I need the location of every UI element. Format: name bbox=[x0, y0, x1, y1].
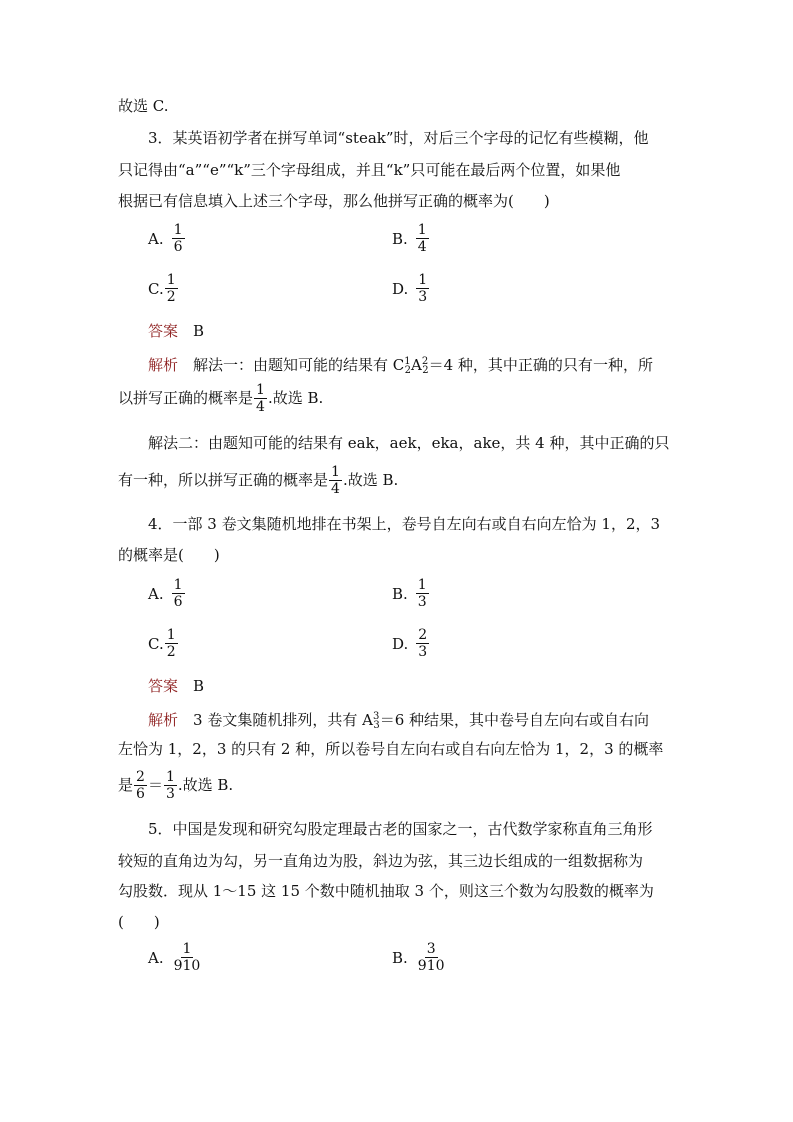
fraction-denominator: 6 bbox=[173, 594, 183, 610]
q4-option-b bbox=[392, 577, 430, 610]
previous-answer-line: 故选 C. bbox=[118, 97, 169, 115]
option-label: B. bbox=[392, 948, 408, 967]
analysis-text: .故选 B. bbox=[267, 389, 324, 407]
fraction-denominator: 910 bbox=[173, 958, 201, 974]
fraction-numerator: 1 bbox=[417, 222, 427, 238]
analysis-label: 解析 bbox=[148, 711, 179, 729]
fraction-denominator: 3 bbox=[418, 644, 428, 660]
q4-analysis-line-2: 左恰为 1，2，3 的只有 2 种，所以卷号自左向右或自右向左恰为 1，2，3 的概率 bbox=[118, 740, 664, 758]
fraction-numerator: 3 bbox=[426, 941, 436, 957]
q4-option-a bbox=[148, 577, 186, 610]
option-fraction bbox=[416, 222, 429, 255]
analysis-text: 有一种，所以拼写正确的概率是 bbox=[118, 471, 329, 489]
arrangement-subscript: 2 bbox=[422, 365, 429, 376]
q3-stem-line-1: 3．某英语初学者在拼写单词“steak”时，对后三个字母的记忆有些模糊，他 bbox=[148, 129, 649, 147]
arrangement-superscript: 3 bbox=[372, 711, 380, 722]
arrangement-symbol: A bbox=[411, 356, 422, 374]
probability-fraction bbox=[254, 382, 267, 415]
analysis-text: .故选 B. bbox=[342, 471, 399, 489]
q3-stem-line-2: 只记得由“a”“e”“k”三个字母组成，并且“k”只可能在最后两个位置，如果他 bbox=[118, 161, 621, 179]
fraction-numerator: 2 bbox=[136, 768, 145, 785]
equals-sign: ＝ bbox=[147, 776, 163, 794]
q4-stem-line-2: 的概率是( ) bbox=[118, 546, 220, 564]
option-label: A. bbox=[148, 584, 164, 603]
option-label: B. bbox=[392, 229, 408, 248]
option-fraction bbox=[165, 627, 178, 660]
fraction-denominator: 6 bbox=[136, 785, 145, 802]
q5-option-a bbox=[148, 941, 203, 974]
fraction-denominator: 4 bbox=[331, 480, 340, 497]
q4-option-d bbox=[392, 627, 430, 660]
analysis-text: ＝4 种，其中正确的只有一种，所 bbox=[428, 356, 653, 374]
q5-stem-line-4: ( ) bbox=[118, 913, 160, 931]
fraction-denominator: 3 bbox=[418, 289, 428, 305]
fraction-numerator: 2 bbox=[418, 627, 428, 643]
analysis-text: .故选 B. bbox=[177, 776, 234, 794]
option-label: D. bbox=[392, 279, 409, 298]
probability-fraction bbox=[134, 769, 147, 802]
option-label: A. bbox=[148, 229, 164, 248]
combination-subscript: 2 bbox=[404, 365, 412, 376]
arrangement-superscript: 2 bbox=[421, 356, 429, 367]
q5-stem-line-1: 5．中国是发现和研究勾股定理最古老的国家之一，古代数学家称直角三角形 bbox=[148, 820, 653, 838]
q5-stem-line-2: 较短的直角边为勾，另一直角边为股，斜边为弦，其三边长组成的一组数据称为 bbox=[118, 852, 644, 870]
option-fraction bbox=[165, 272, 178, 305]
analysis-text: 3 卷文集随机排列，共有 A bbox=[178, 711, 373, 729]
fraction-numerator: 1 bbox=[173, 577, 183, 593]
q3-solution-2-line-1: 解法二：由题知可能的结果有 eak，aek，eka，ake，共 4 种，其中正确的只 bbox=[148, 434, 670, 452]
option-fraction bbox=[416, 577, 429, 610]
q3-analysis-line-2 bbox=[118, 380, 323, 416]
fraction-numerator: 1 bbox=[417, 577, 427, 593]
q3-option-a bbox=[148, 222, 186, 255]
q3-option-b bbox=[392, 222, 430, 255]
combination-superscript: 1 bbox=[404, 356, 411, 367]
q3-solution-2-line-2 bbox=[118, 462, 398, 498]
analysis-text: ＝6 种结果，其中卷号自左向右或自右向 bbox=[379, 711, 650, 729]
option-label: C. bbox=[148, 634, 164, 653]
option-label: B. bbox=[392, 584, 408, 603]
fraction-denominator: 3 bbox=[417, 594, 427, 610]
q3-stem-line-3: 根据已有信息填入上述三个字母，那么他拼写正确的概率为( ) bbox=[118, 192, 550, 210]
analysis-text: 解法一：由题知可能的结果有 C bbox=[193, 356, 405, 374]
fraction-numerator: 1 bbox=[173, 222, 183, 238]
q3-analysis-line-1 bbox=[148, 352, 653, 381]
fraction-numerator: 1 bbox=[256, 381, 265, 398]
q3-option-d bbox=[392, 272, 430, 305]
arrangement-subscript: 3 bbox=[373, 720, 380, 731]
fraction-numerator: 1 bbox=[331, 463, 340, 480]
option-fraction bbox=[172, 222, 185, 255]
option-fraction bbox=[416, 627, 429, 660]
q4-stem-line-1: 4．一部 3 卷文集随机地排在书架上，卷号自左向右或自右向左恰为 1，2，3 bbox=[148, 515, 661, 533]
option-fraction bbox=[172, 941, 203, 974]
option-label: C. bbox=[148, 279, 164, 298]
q5-option-b bbox=[392, 941, 448, 974]
answer-value: B bbox=[193, 677, 205, 695]
fraction-denominator: 4 bbox=[256, 398, 265, 415]
q4-answer bbox=[148, 676, 204, 696]
fraction-denominator: 6 bbox=[173, 239, 183, 255]
analysis-text: 是 bbox=[118, 776, 134, 794]
q5-stem-line-3: 勾股数．现从 1～15 这 15 个数中随机抽取 3 个，则这三个数为勾股数的概率为 bbox=[118, 882, 654, 900]
fraction-denominator: 4 bbox=[417, 239, 427, 255]
option-fraction bbox=[416, 941, 447, 974]
fraction-numerator: 1 bbox=[182, 941, 192, 957]
answer-label: 答案 bbox=[148, 322, 179, 340]
option-label: D. bbox=[392, 634, 409, 653]
probability-fraction bbox=[164, 769, 177, 802]
q4-analysis-line-1 bbox=[148, 707, 649, 736]
q3-answer bbox=[148, 321, 204, 341]
q4-option-c bbox=[148, 627, 179, 660]
answer-value: B bbox=[193, 322, 205, 340]
fraction-numerator: 1 bbox=[166, 627, 176, 643]
fraction-numerator: 1 bbox=[418, 272, 428, 288]
fraction-denominator: 2 bbox=[166, 644, 176, 660]
fraction-numerator: 1 bbox=[166, 272, 176, 288]
fraction-denominator: 910 bbox=[417, 958, 445, 974]
option-fraction bbox=[172, 577, 185, 610]
fraction-denominator: 2 bbox=[166, 289, 176, 305]
probability-fraction bbox=[329, 464, 342, 497]
option-label: A. bbox=[148, 948, 164, 967]
fraction-denominator: 3 bbox=[165, 785, 175, 802]
answer-label: 答案 bbox=[148, 677, 179, 695]
q4-analysis-line-3 bbox=[118, 767, 233, 803]
option-fraction bbox=[416, 272, 429, 305]
analysis-text: 以拼写正确的概率是 bbox=[118, 389, 254, 407]
q3-option-c bbox=[148, 272, 179, 305]
analysis-label: 解析 bbox=[148, 356, 179, 374]
fraction-numerator: 1 bbox=[165, 768, 175, 785]
